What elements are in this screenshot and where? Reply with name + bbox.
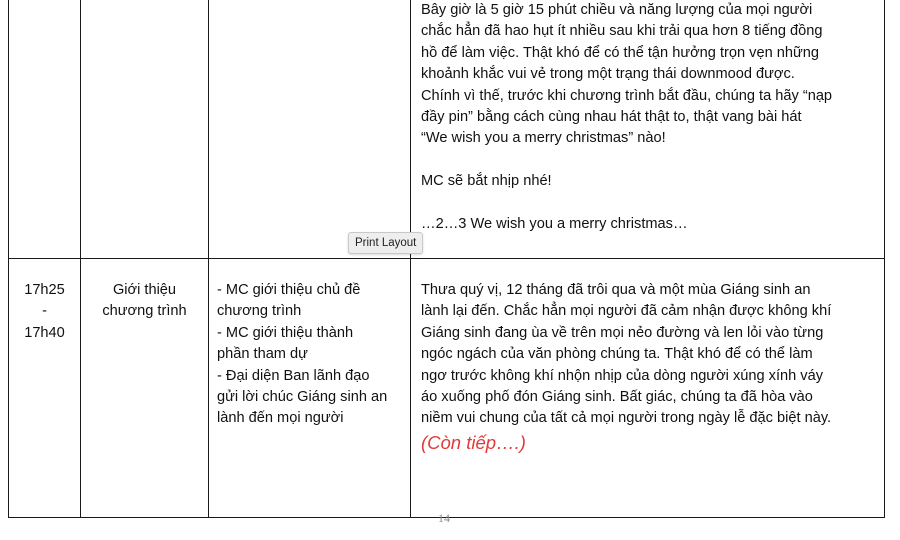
continued-note: (Còn tiếp….)	[421, 431, 526, 453]
content-cell	[209, 0, 411, 259]
time-cell	[9, 0, 81, 259]
script-line: Thưa quý vị, 12 tháng đã trôi qua và một mùa Giáng sinh an	[421, 282, 811, 298]
script-line: chắc hẳn đã hao hụt ít nhiều sau khi trải qua hơn 8 tiếng đồng	[421, 23, 823, 40]
count-line: …2…3 We wish you a merry christmas…	[421, 216, 688, 233]
script-line: “We wish you a merry christmas” nào!	[421, 130, 666, 147]
script-line: áo xuống phố đón Giáng sinh. Bất giác, chúng ta đã hòa vào	[421, 389, 813, 406]
table-row	[9, 0, 885, 259]
content-line: gửi lời chúc Giáng sinh an	[217, 389, 388, 406]
segment-cell	[81, 259, 209, 518]
schedule-table	[8, 0, 885, 518]
content-line: lành đến mọi người	[217, 410, 344, 427]
content-line: - MC giới thiệu thành	[217, 324, 354, 341]
table-row	[9, 259, 885, 518]
time-end: 17h40	[24, 324, 65, 341]
script-cell[interactable]	[411, 259, 885, 518]
segment-line: Giới thiệu	[112, 282, 177, 298]
script-line: Giáng sinh đang ùa về trên mọi nẻo đường và len lỏi vào từng	[421, 324, 824, 341]
script-cell[interactable]	[411, 0, 885, 259]
print-layout-tooltip: Print Layout	[348, 232, 423, 254]
content-line: chương trình	[217, 303, 302, 320]
content-line: - Đại diện Ban lãnh đạo	[217, 367, 370, 384]
script-line: ngơ trước không khí nhộn nhịp của dòng người xúng xính váy	[421, 367, 823, 384]
content-line: phần tham dự	[217, 346, 308, 363]
script-line: hồ để làm việc. Thật khó để có thể tận hưởng trọn vẹn những	[421, 44, 819, 61]
script-line: Bây giờ là 5 giờ 15 phút chiều và năng lượng của mọi người	[421, 2, 813, 18]
page-number: 14	[438, 511, 450, 525]
content-line: - MC giới thiệu chủ đề	[217, 282, 361, 298]
time-separator: -	[42, 303, 47, 320]
mc-line: MC sẽ bắt nhịp nhé!	[421, 173, 552, 190]
script-line: Chính vì thế, trước khi chương trình bắt đầu, chúng ta hãy “nạp	[421, 87, 833, 104]
time-cell	[9, 259, 81, 518]
script-line: khoảnh khắc vui vẻ trong một trạng thái downmood được.	[421, 66, 795, 83]
content-cell	[209, 259, 411, 518]
script-line: lành lại đến. Chắc hẳn mọi người đã cảm nhận được không khí	[421, 303, 832, 320]
time-start: 17h25	[24, 282, 65, 298]
script-line: ngóc ngách của văn phòng chúng ta. Thật khó để có thể làm	[421, 346, 813, 363]
script-line: đầy pin” bằng cách cùng nhau hát thật to, thật vang bài hát	[421, 109, 802, 126]
segment-line: chương trình	[102, 303, 187, 320]
segment-cell	[81, 0, 209, 259]
script-line: niềm vui chung của tất cả mọi người trong ngày lễ đặc biệt này.	[421, 410, 832, 427]
